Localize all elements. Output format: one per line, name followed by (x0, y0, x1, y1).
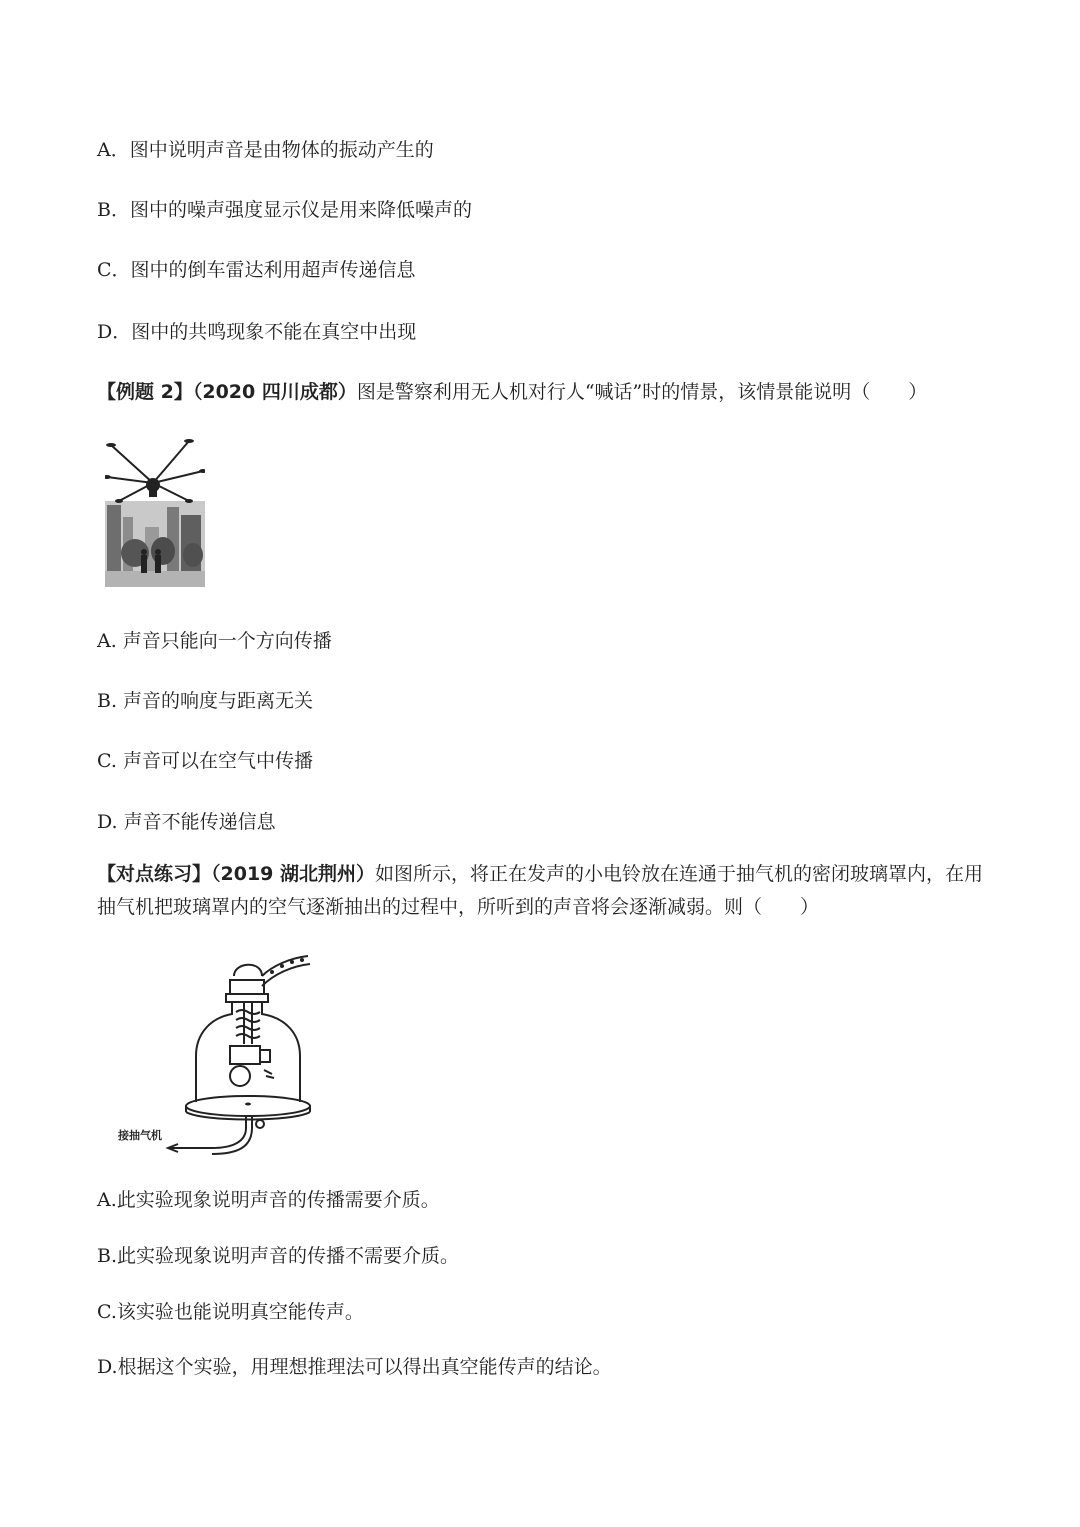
q2-option-b: B. 声音的响度与距离无关 (97, 690, 314, 712)
q2-option-c: C. 声音可以在空气中传播 (97, 750, 313, 772)
q1-option-b: B．图中的噪声强度显示仪是用来降低噪声的 (97, 199, 472, 221)
q2-source: （2020 四川成都） (192, 381, 357, 403)
pump-label: 接抽气机 (118, 1129, 162, 1142)
q2-stem-line (97, 380, 927, 404)
q3-source: （2019 湖北荆州） (211, 863, 376, 885)
q2-stem: 图是警察利用无人机对行人“喊话”时的情景，该情景能说明（ ） (356, 381, 928, 403)
q3-stem-block (97, 858, 992, 924)
q2-option-a: A. 声音只能向一个方向传播 (97, 630, 332, 652)
q3-option-a: A.此实验现象说明声音的传播需要介质。 (97, 1189, 440, 1211)
q3-option-d: D.根据这个实验，用理想推理法可以得出真空能传声的结论。 (97, 1356, 612, 1378)
drone-police-photo (105, 435, 205, 587)
q3-option-c: C.该实验也能说明真空能传声。 (97, 1301, 364, 1323)
q3-tag: 【对点练习】 (97, 863, 212, 885)
q3-stem: 如图所示，将正在发声的小电铃放在连通于抽气机的密闭玻璃罩内，在用抽气机把玻璃罩内的空气逐渐抽出的过程中，所听到的声音将会逐渐减弱。则（ ） (97, 863, 984, 918)
q2-tag: 【例题 2】 (97, 381, 193, 403)
q3-option-b: B.此实验现象说明声音的传播不需要介质。 (97, 1245, 460, 1267)
q1-option-d: D．图中的共鸣现象不能在真空中出现 (97, 321, 417, 343)
q2-option-d: D. 声音不能传递信息 (97, 811, 276, 833)
bell-jar-diagram (112, 952, 322, 1158)
q1-option-c: C．图中的倒车雷达利用超声传递信息 (97, 259, 416, 281)
q1-option-a: A．图中说明声音是由物体的振动产生的 (97, 139, 434, 161)
